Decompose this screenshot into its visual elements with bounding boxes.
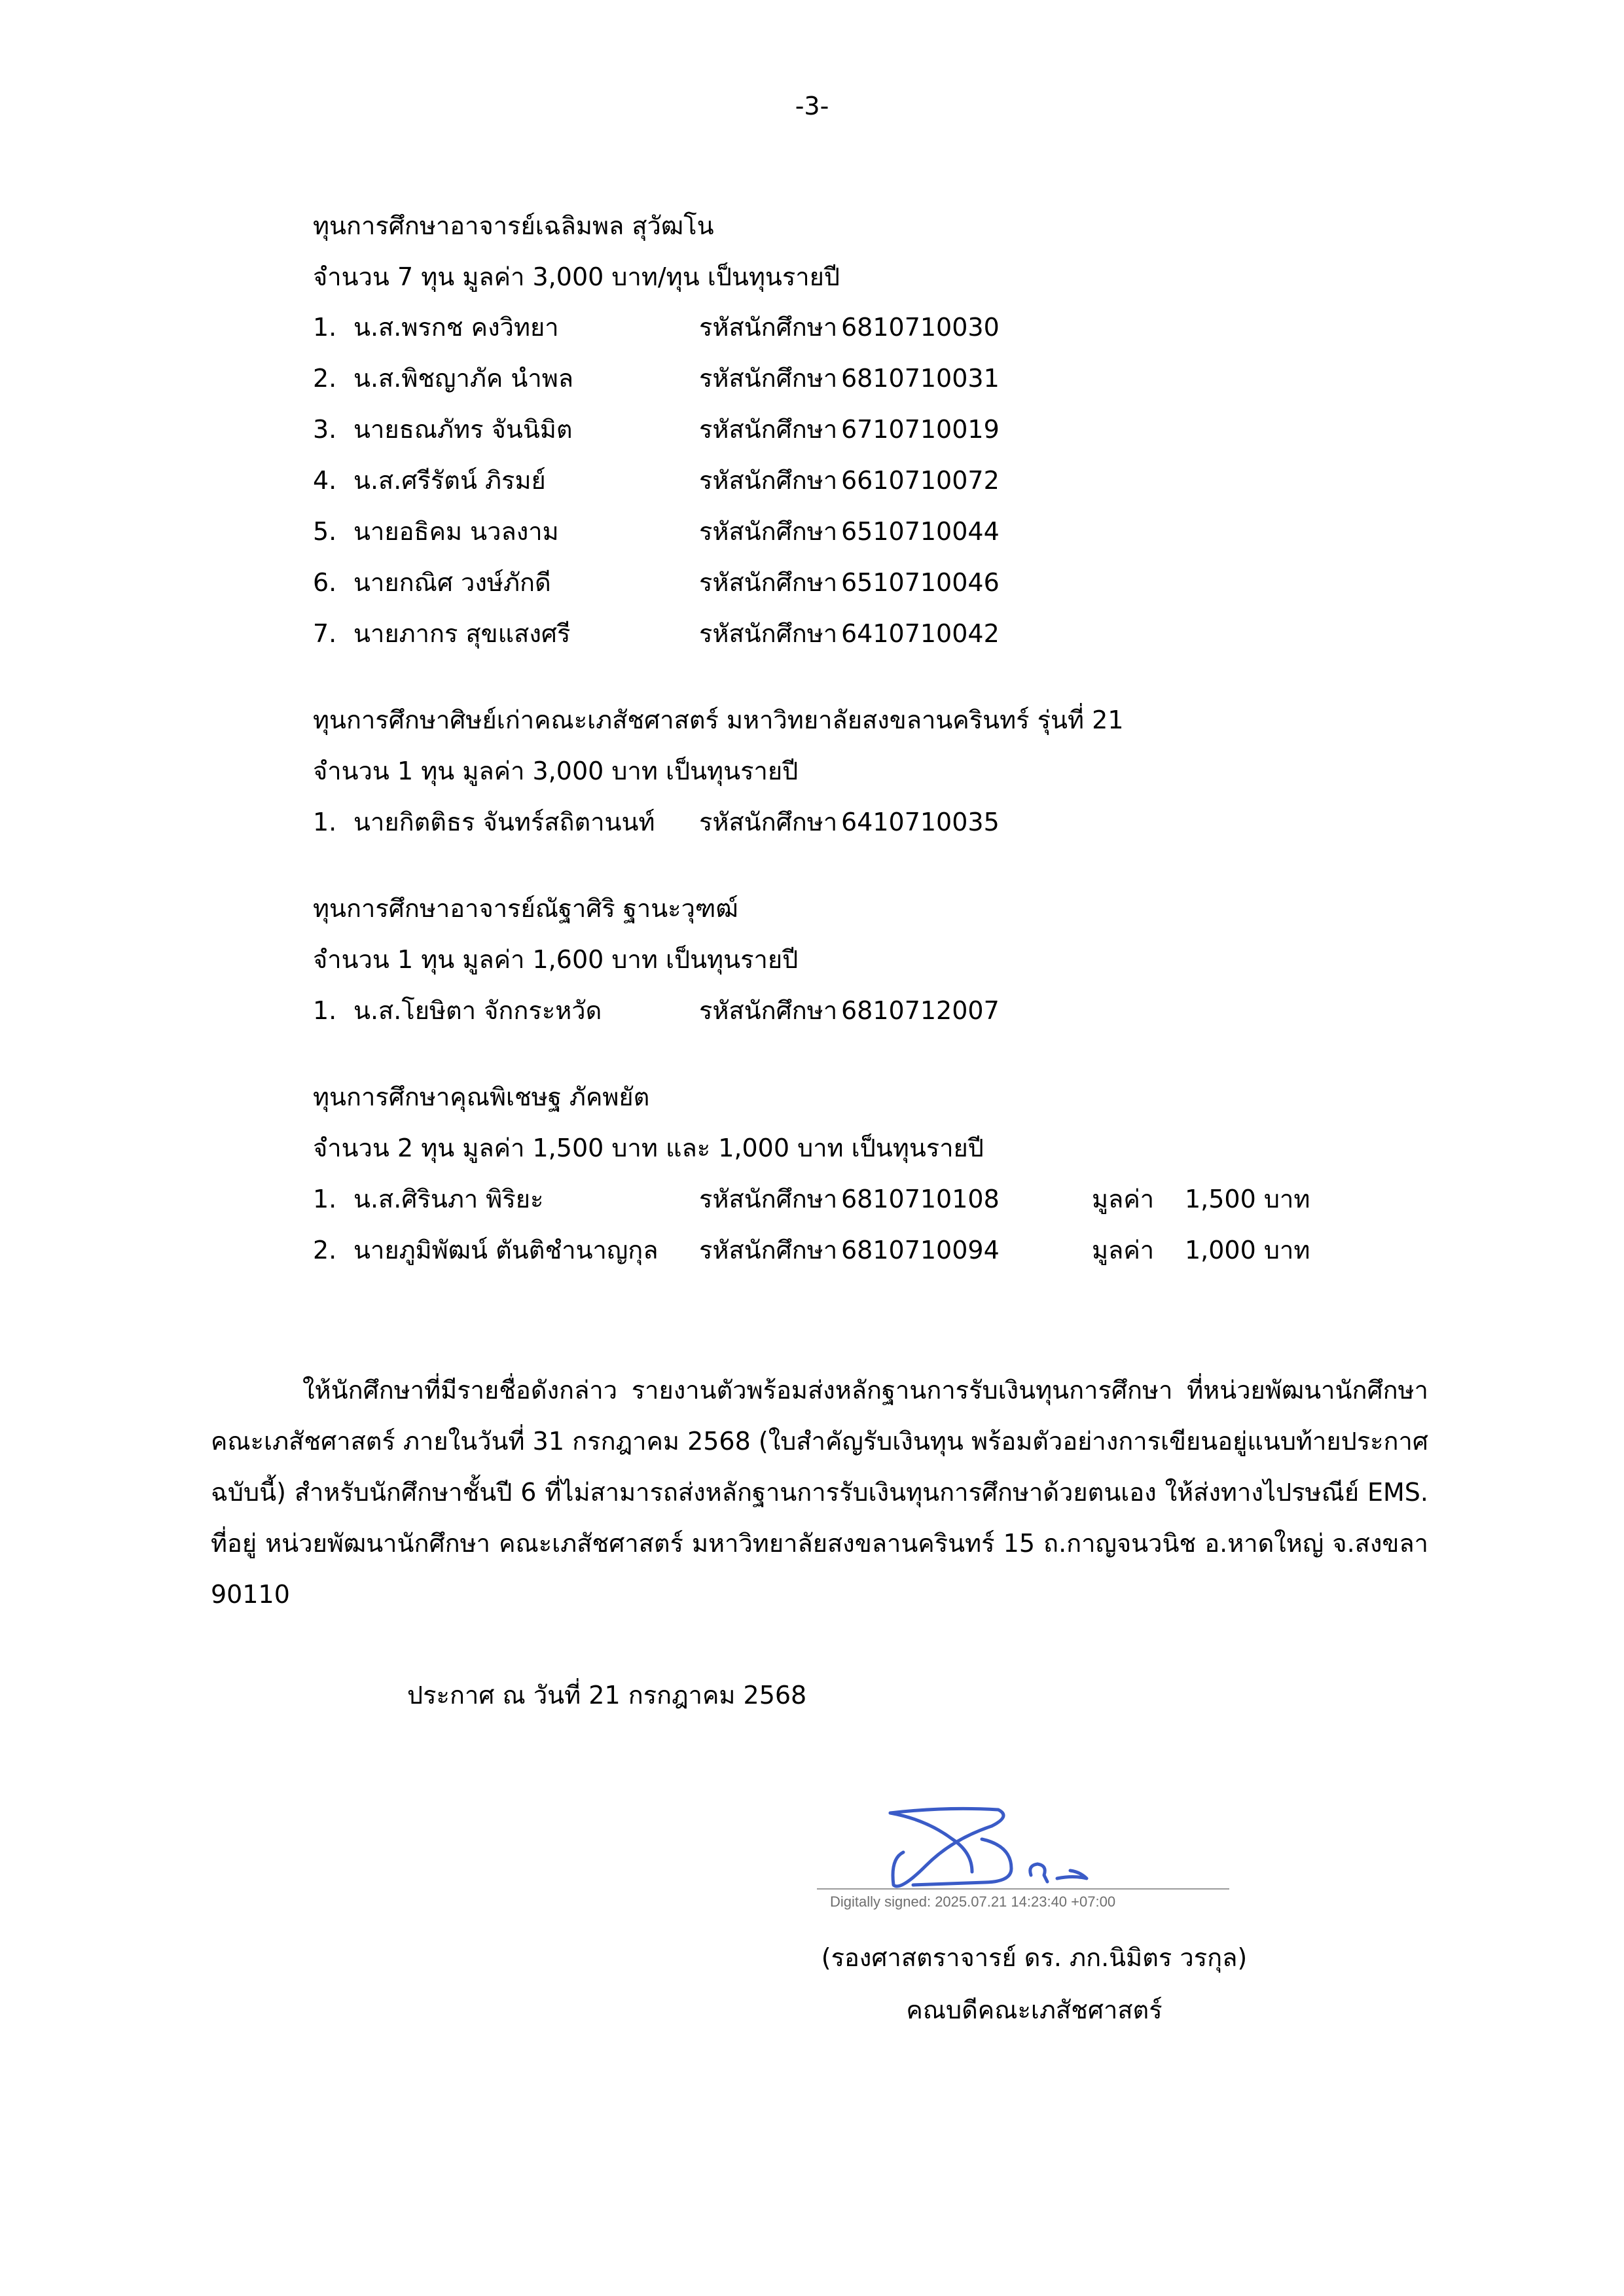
- recipient-name: นายภากร สุขแสงศรี: [353, 619, 571, 648]
- recipient-row: [0, 308, 1624, 347]
- student-id: 6610710072: [841, 466, 1000, 495]
- recipient-number: 7.: [313, 619, 337, 648]
- student-id: 6810710094: [841, 1236, 1000, 1265]
- student-id: 6410710042: [841, 619, 1000, 648]
- student-id-label: รหัสนักศึกษา: [699, 415, 838, 444]
- student-id-label: รหัสนักศึกษา: [699, 364, 838, 393]
- digital-signature-caption: Digitally signed: 2025.07.21 14:23:40 +07:00: [830, 1893, 1116, 1910]
- student-id-label: รหัสนักศึกษา: [699, 808, 838, 836]
- recipient-row: [0, 1179, 1624, 1219]
- recipient-number: 1.: [313, 1185, 337, 1213]
- amount-label: มูลค่า: [1092, 1185, 1155, 1213]
- signature-divider: [817, 1888, 1229, 1890]
- student-id-label: รหัสนักศึกษา: [699, 619, 838, 648]
- instructions-text: ให้นักศึกษาที่มีรายชื่อดังกล่าว รายงานตัวพร้อมส่งหลักฐานการรับเงินทุนการศึกษา ที่หน่วยพัฒนานักศึกษา คณะเภสัชศาสตร์ ภายในวันที่ 31 กรกฎาคม 2568 (ใบสำคัญรับเงินทุน พร้อมตัวอย่างการเขียนอยู่แนบท้ายประกาศฉบับนี้) สำหรับนักศึกษาชั้นปี 6 ที่ไม่สามารถส่งหลักฐานการรับเงินทุนการศึกษาด้วยตนเอง ให้ส่งทางไปรษณีย์ EMS. ที่อยู่ หน่วยพัฒนานักศึกษา คณะเภสัชศาสตร์ มหาวิทยาลัยสงขลานครินทร์ 15 ถ.กาญจนวนิช อ.หาดใหญ่ จ.สงขลา 90110: [211, 1376, 1428, 1609]
- instructions-paragraph: [211, 1365, 1428, 1620]
- recipient-name: นายภูมิพัฒน์ ตันติชำนาญกุล: [353, 1236, 659, 1265]
- student-id: 6810710031: [841, 364, 1000, 393]
- recipient-number: 3.: [313, 415, 337, 444]
- scholarship-title: ทุนการศึกษาคุณพิเชษฐ ภัคพยัต: [313, 1083, 650, 1111]
- recipient-name: น.ส.โยษิตา จักกระหวัด: [353, 996, 602, 1025]
- student-id-label: รหัสนักศึกษา: [699, 466, 838, 495]
- scholarship-title: ทุนการศึกษาศิษย์เก่าคณะเภสัชศาสตร์ มหาวิทยาลัยสงขลานครินทร์ รุ่นที่ 21: [313, 706, 1124, 734]
- student-id: 6410710035: [841, 808, 1000, 836]
- recipient-row: [0, 512, 1624, 551]
- student-id: 6510710044: [841, 517, 1000, 546]
- recipient-number: 2.: [313, 1236, 337, 1265]
- recipient-name: น.ส.พิชญาภัค นำพล: [353, 364, 574, 393]
- student-id-label: รหัสนักศึกษา: [699, 996, 838, 1025]
- recipient-name: น.ส.ศิรินภา พิริยะ: [353, 1185, 544, 1213]
- recipient-row: [0, 410, 1624, 449]
- amount-label: มูลค่า: [1092, 1236, 1155, 1265]
- recipient-row: [0, 614, 1624, 653]
- page-number: -3-: [795, 92, 829, 120]
- scholarship-title: ทุนการศึกษาอาจารย์ณัฐาศิริ ฐานะวุฑฒ์: [313, 894, 738, 923]
- recipient-number: 2.: [313, 364, 337, 393]
- student-id: 6710710019: [841, 415, 1000, 444]
- recipient-name: นายอธิคม นวลงาม: [353, 517, 559, 546]
- scholarship-title: ทุนการศึกษาอาจารย์เฉลิมพล สุวัฒโน: [313, 211, 714, 240]
- student-id-label: รหัสนักศึกษา: [699, 1236, 838, 1265]
- recipient-name: น.ส.พรกช คงวิทยา: [353, 313, 559, 342]
- recipient-name: นายกณิศ วงษ์ภักดี: [353, 568, 551, 597]
- student-id: 6810710030: [841, 313, 1000, 342]
- student-id-label: รหัสนักศึกษา: [699, 313, 838, 342]
- recipient-row: [0, 563, 1624, 602]
- student-id-label: รหัสนักศึกษา: [699, 1185, 838, 1213]
- recipient-row: [0, 802, 1624, 842]
- recipient-row: [0, 1230, 1624, 1270]
- announcement-date: ประกาศ ณ วันที่ 21 กรกฎาคม 2568: [407, 1681, 807, 1710]
- recipient-name: นายกิตติธร จันทร์สถิตานนท์: [353, 808, 655, 836]
- recipient-number: 4.: [313, 466, 337, 495]
- signer-title: คณบดีคณะเภสัชศาสตร์: [906, 1996, 1163, 2024]
- signer-name: (รองศาสตราจารย์ ดร. ภก.นิมิตร วรกุล): [821, 1943, 1248, 1972]
- recipient-name: นายธณภัทร จันนิมิต: [353, 415, 573, 444]
- recipient-row: [0, 991, 1624, 1030]
- recipient-row: [0, 461, 1624, 500]
- recipient-number: 5.: [313, 517, 337, 546]
- student-id: 6810710108: [841, 1185, 1000, 1213]
- recipient-row: [0, 359, 1624, 398]
- scholarship-summary: จำนวน 7 ทุน มูลค่า 3,000 บาท/ทุน เป็นทุนรายปี: [313, 262, 840, 291]
- amount-value: 1,500 บาท: [1185, 1185, 1310, 1213]
- student-id: 6510710046: [841, 568, 1000, 597]
- student-id: 6810712007: [841, 996, 1000, 1025]
- recipient-name: น.ส.ศรีรัตน์ ภิรมย์: [353, 466, 546, 495]
- amount-value: 1,000 บาท: [1185, 1236, 1310, 1265]
- student-id-label: รหัสนักศึกษา: [699, 568, 838, 597]
- recipient-number: 1.: [313, 996, 337, 1025]
- scholarship-summary: จำนวน 1 ทุน มูลค่า 3,000 บาท เป็นทุนรายปี: [313, 757, 799, 785]
- scholarship-summary: จำนวน 2 ทุน มูลค่า 1,500 บาท และ 1,000 บาท เป็นทุนรายปี: [313, 1134, 984, 1162]
- scholarship-summary: จำนวน 1 ทุน มูลค่า 1,600 บาท เป็นทุนรายปี: [313, 945, 799, 974]
- student-id-label: รหัสนักศึกษา: [699, 517, 838, 546]
- recipient-number: 1.: [313, 313, 337, 342]
- recipient-number: 6.: [313, 568, 337, 597]
- recipient-number: 1.: [313, 808, 337, 836]
